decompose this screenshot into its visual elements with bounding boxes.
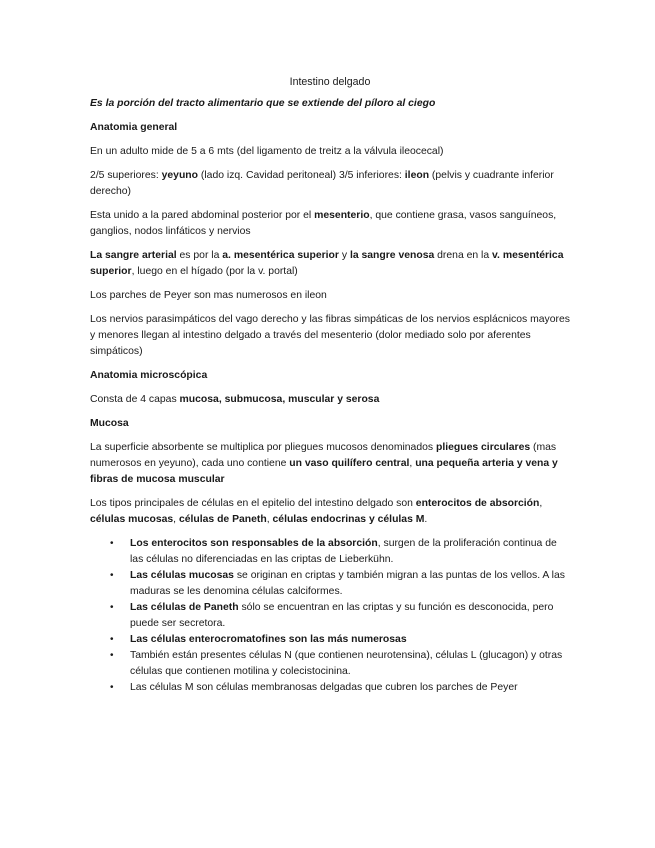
term-yeyuno: yeyuno	[161, 170, 199, 181]
paragraph-length: En un adulto mide de 5 a 6 mts (del ligamento de treitz a la válvula ileocecal)	[90, 146, 444, 157]
paragraph-irrigacion	[90, 248, 570, 280]
list-item	[90, 648, 570, 680]
term-sangre-venosa: la sangre venosa	[349, 250, 435, 261]
text: es por la	[176, 250, 223, 261]
text: 2/5 superiores:	[90, 170, 162, 181]
text: La superficie absorbente se multiplica por pliegues mucosos denominados	[90, 442, 436, 453]
bullet-icon: •	[110, 538, 114, 549]
term-arteria-vena: una pequeña arteria y vena y fibras de mucosa muscular	[90, 458, 558, 485]
text: Consta de 4 capas	[90, 394, 180, 405]
term-mucosas: células mucosas	[90, 514, 174, 525]
text: (lado izq. Cavidad peritoneal) 3/5 inferiores:	[198, 170, 405, 181]
paragraph-mesenterio	[90, 208, 570, 240]
text: , que contiene grasa, vasos sanguíneos, ganglios, nodos linfáticos y nervios	[90, 210, 557, 237]
bullet-icon: •	[110, 570, 114, 581]
list-item-text: Las células M son células membranosas delgadas que cubren los parches de Peyer	[130, 682, 518, 693]
list-item-text: También están presentes células N (que contienen neurotensina), células L (glucagon) y otras células que contienen motilina y colecistocinina.	[130, 650, 563, 677]
text: .	[424, 514, 428, 525]
text: ,	[539, 498, 543, 509]
term-paneth: células de Paneth	[178, 514, 267, 525]
paragraph-superficie	[90, 440, 570, 488]
list-item-bold: Los enterocitos son responsables de la absorción	[130, 538, 378, 549]
text: ,	[173, 514, 179, 525]
list-item	[90, 600, 570, 632]
text: y	[338, 250, 350, 261]
document-body	[90, 74, 570, 696]
term-vena: v. mesentérica superior	[90, 250, 564, 277]
list-item-text: sólo se encuentran en las criptas y su función es desconocida, pero puede ser secretora.	[130, 602, 554, 629]
bullet-icon: •	[110, 650, 114, 661]
term-mesenterio: mesenterio	[314, 210, 370, 221]
list-item	[90, 536, 570, 568]
term-vaso-quilifero: un vaso quilífero central	[289, 458, 410, 469]
list-item-bold: Las células enterocromatofines son las más numerosas	[130, 634, 407, 645]
bullet-icon: •	[110, 602, 114, 613]
text: (mas numerosos en yeyuno), cada uno contiene	[90, 442, 557, 469]
paragraph-nervios: Los nervios parasimpáticos del vago derecho y las fibras simpáticas de los nervios esplácnicos mayores y menores llegan al intestino delgado a través del mesenterio (dolor mediado solo por aferentes simpáticos)	[90, 314, 570, 357]
term-pliegues: pliegues circulares	[435, 442, 531, 453]
list-item	[90, 568, 570, 600]
text: , luego en el hígado (por la v. portal)	[131, 266, 298, 277]
page-title: Intestino delgado	[289, 76, 371, 88]
heading-anatomia-microscopica: Anatomia microscópica	[90, 370, 208, 381]
list-item	[90, 632, 570, 648]
paragraph-segments	[90, 168, 570, 200]
list-item-bold: Las células mucosas	[130, 570, 234, 581]
list-item-text: se originan en criptas y también migran a las puntas de los vellos. A las maduras se les denomina células calciformes.	[130, 570, 565, 597]
term-ileon: ileon	[404, 170, 430, 181]
term-capas: mucosa, submucosa, muscular y serosa	[179, 394, 380, 405]
text: Los tipos principales de células en el epitelio del intestino delgado son	[90, 498, 416, 509]
lead-sentence: Es la porción del tracto alimentario que se extiende del píloro al ciego	[90, 98, 436, 109]
term-arteria: a. mesentérica superior	[222, 250, 339, 261]
term-sangre-arterial: La sangre arterial	[90, 250, 177, 261]
heading-mucosa: Mucosa	[90, 418, 129, 429]
list-item	[90, 680, 570, 696]
list-item-text: , surgen de la proliferación continua de las células no diferenciadas en las criptas de Lieberkühn.	[130, 538, 557, 565]
cell-types-list	[90, 536, 570, 696]
bullet-icon: •	[110, 682, 114, 693]
term-enterocitos: enterocitos de absorción	[415, 498, 540, 509]
paragraph-tipos-celulas	[90, 496, 570, 528]
list-item-bold: Las células de Paneth	[130, 602, 239, 613]
text: drena en la	[434, 250, 493, 261]
term-endocrinas: células endocrinas y células M	[272, 514, 425, 525]
text: ,	[409, 458, 416, 469]
text: (pelvis y cuadrante inferior derecho)	[90, 170, 554, 197]
bullet-icon: •	[110, 634, 114, 645]
text: Esta unido a la pared abdominal posterior por el	[90, 210, 315, 221]
paragraph-capas	[90, 392, 570, 408]
text: ,	[266, 514, 273, 525]
heading-anatomia-general: Anatomia general	[90, 122, 178, 133]
paragraph-peyer: Los parches de Peyer son mas numerosos en ileon	[90, 290, 327, 301]
